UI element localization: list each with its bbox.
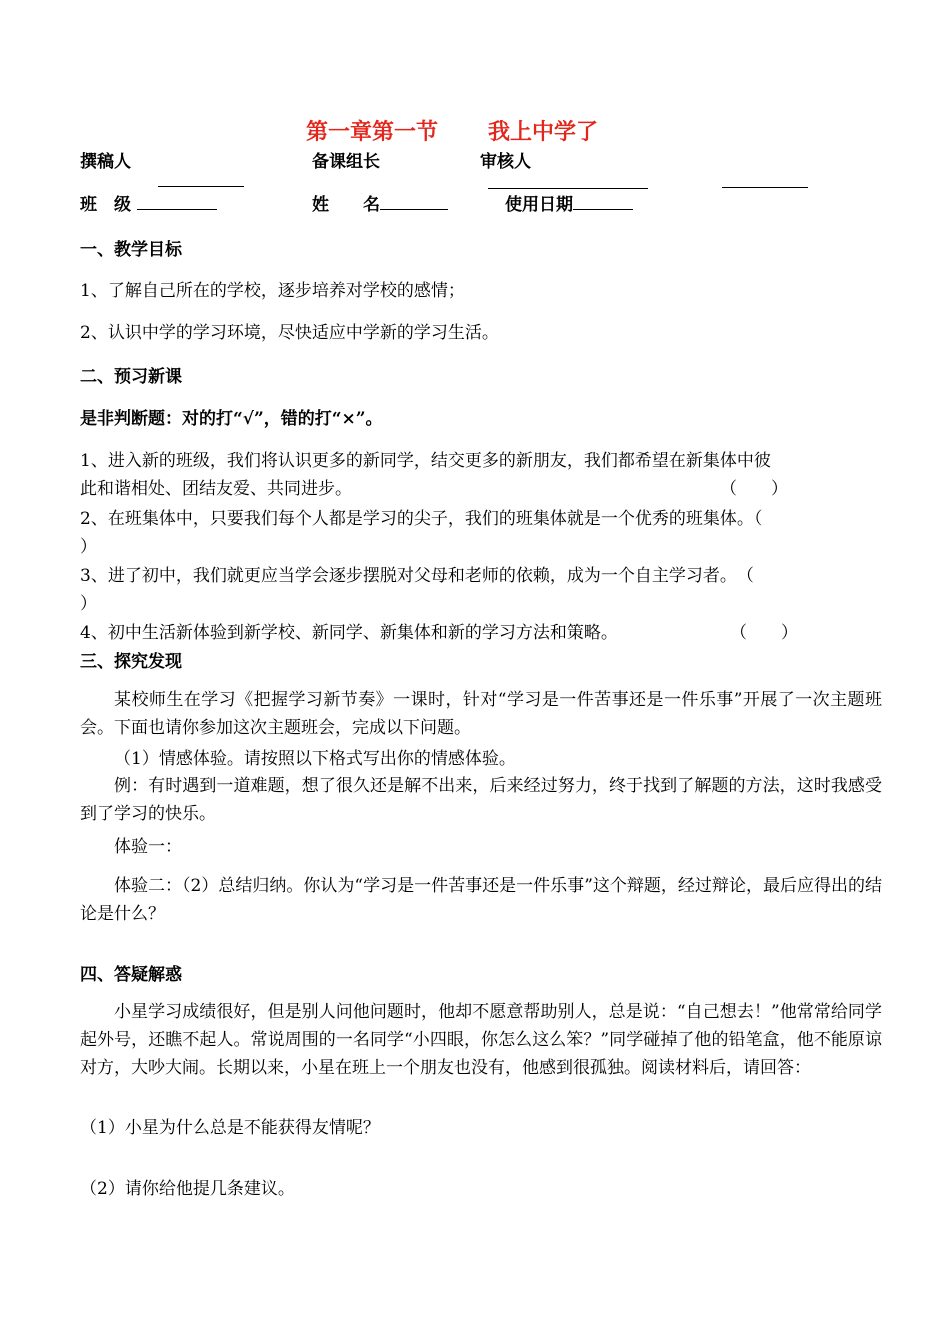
- story-question-1: （1）小星为什么总是不能获得友情呢？: [80, 1118, 380, 1138]
- class-blank[interactable]: [137, 192, 217, 210]
- question-3-line1: 3、进了初中，我们就更应当学会逐步摆脱对父母和老师的依赖，成为一个自主学习者。 （: [80, 566, 754, 586]
- date-label: 使用日期: [505, 195, 573, 215]
- class-field: [80, 190, 217, 215]
- objective-1: 1、了解自己所在的学校，逐步培养对学校的感情；: [80, 281, 465, 301]
- judgment-instruction: 是非判断题：对的打“√”，错的打“×”。: [80, 409, 383, 429]
- section1-heading: 一、教学目标: [80, 240, 182, 260]
- question-4-line1: 4、初中生活新体验到新学校、新同学、新集体和新的学习方法和策略。: [80, 623, 618, 643]
- question-4-answer[interactable]: （ ）: [730, 623, 798, 643]
- chapter-label: 第一章第一节: [306, 119, 439, 145]
- leader-label: 备课组长: [312, 152, 380, 172]
- class-label: 班 级: [80, 195, 131, 215]
- author-blank[interactable]: [158, 186, 244, 187]
- name-label: 姓 名: [312, 195, 380, 215]
- section3-heading: 三、探究发现: [80, 652, 182, 672]
- question-3-line2[interactable]: ）: [80, 594, 97, 614]
- story-text: 小星学习成绩很好，但是别人问他问题时，他却不愿意帮助别人，总是说：“自己想去！”他常常给同学起外号，还瞧不起人。常说周围的一名同学“小四眼，你怎么这么笨？”同学碰掉了他的铅笔盒，他不能原谅对方，大吵大闹。长期以来，小星在班上一个朋友也没有，他感到很孤独。阅读材料后，请回答：: [80, 1002, 882, 1078]
- question-1-line1: 1、进入新的班级，我们将认识更多的新同学，结交更多的新朋友，我们都希望在新集体中彼: [80, 451, 771, 471]
- section3-intro: 某校师生在学习《把握学习新节奏》一课时，针对“学习是一件苦事还是一件乐事”开展了一次主题班会。下面也请你参加这次主题班会，完成以下问题。: [80, 690, 882, 738]
- question-1-line2: 此和谐相处、团结友爱、共同进步。: [80, 479, 352, 499]
- date-field: [505, 190, 633, 215]
- question-1-answer[interactable]: （ ）: [720, 479, 788, 499]
- name-field: [312, 190, 448, 215]
- example-text: 例：有时遇到一道难题，想了很久还是解不出来，后来经过努力，终于找到了解题的方法，这时我感受到了学习的快乐。: [80, 776, 882, 824]
- objective-2: 2、认识中学的学习环境，尽快适应中学新的学习生活。: [80, 323, 499, 343]
- leader-blank[interactable]: [488, 188, 648, 189]
- section4-heading: 四、答疑解惑: [80, 965, 182, 985]
- reviewer-label: 审核人: [480, 152, 531, 172]
- date-blank[interactable]: [573, 192, 633, 210]
- story-question-2: （2）请你给他提几条建议。: [80, 1179, 295, 1199]
- question-2-line2[interactable]: ）: [80, 537, 97, 557]
- section2-heading: 二、预习新课: [80, 367, 182, 387]
- author-label: 撰稿人: [80, 152, 131, 172]
- page-title: [306, 115, 598, 146]
- experience-1[interactable]: 体验一：: [114, 837, 182, 857]
- question-2-line1: 2、在班集体中，只要我们每个人都是学习的尖子，我们的班集体就是一个优秀的班集体。（: [80, 509, 763, 529]
- emotion-instruction: （1）情感体验。请按照以下格式写出你的情感体验。: [114, 749, 516, 769]
- experience-2-summary: 体验二：（2）总结归纳。你认为“学习是一件苦事还是一件乐事”这个辩题，经过辩论，最后应得出的结论是什么？: [80, 876, 882, 924]
- reviewer-blank[interactable]: [722, 187, 808, 188]
- lesson-title: 我上中学了: [488, 119, 599, 145]
- name-blank[interactable]: [380, 192, 448, 210]
